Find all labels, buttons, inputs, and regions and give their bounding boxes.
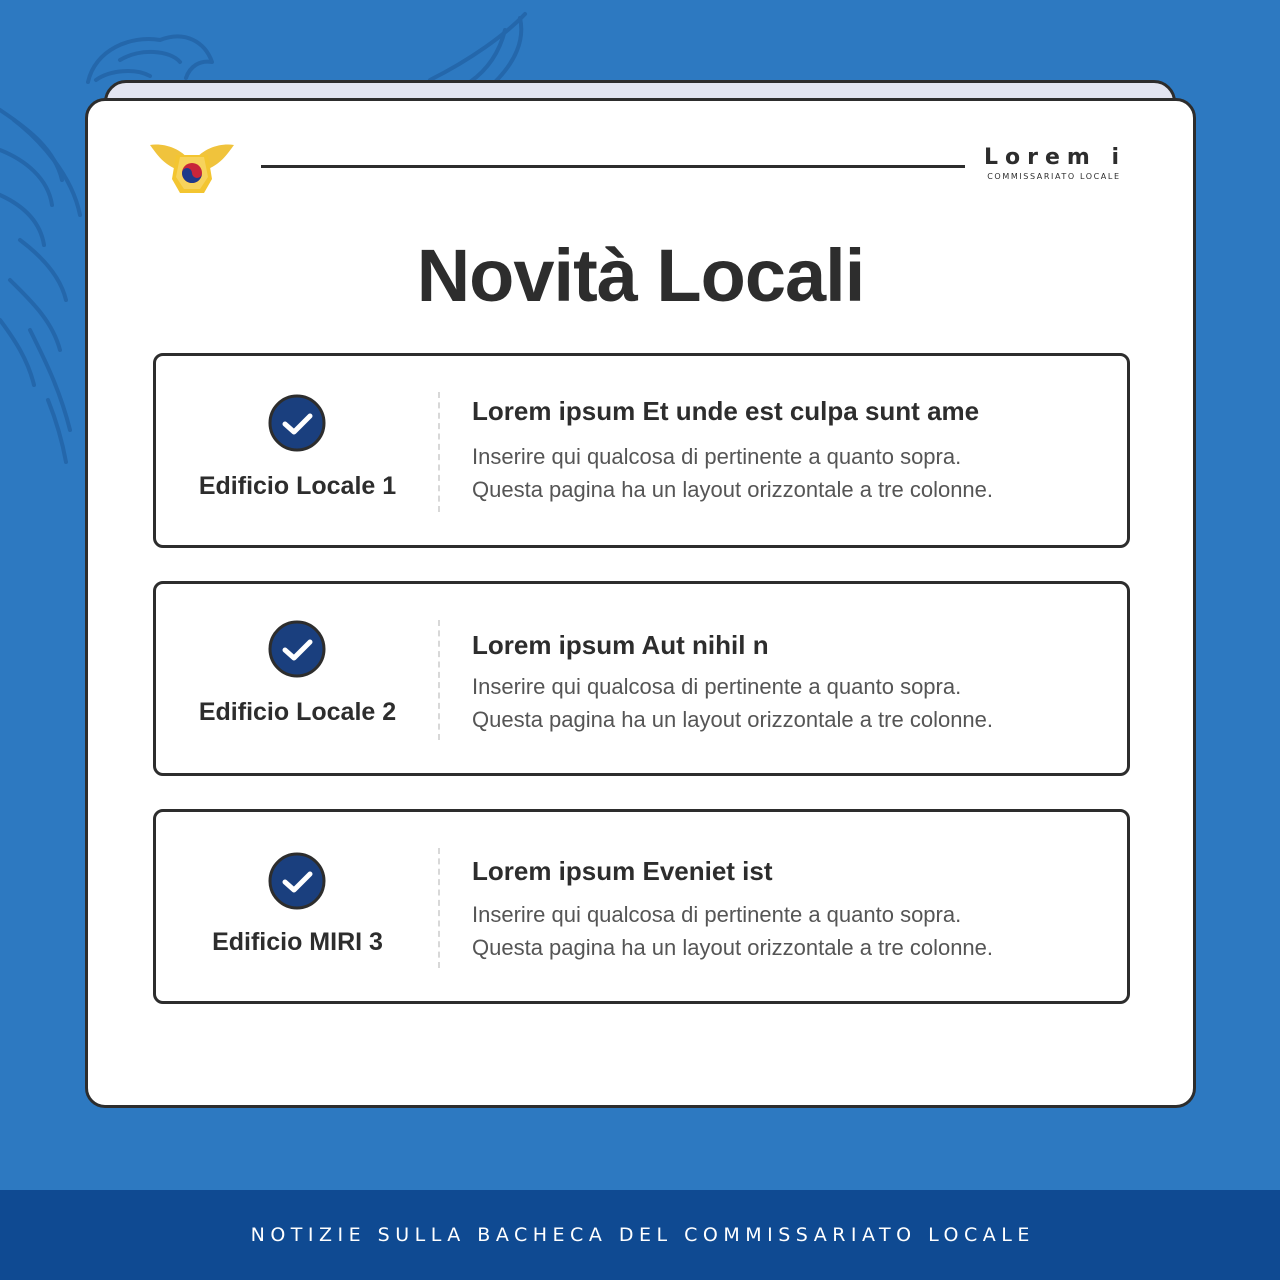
brand-block (983, 145, 1126, 181)
item-description-line-1: Inserire qui qualcosa di pertinente a quanto sopra. (472, 902, 962, 927)
building-label: Edificio Locale 1 (198, 472, 397, 500)
news-card (85, 98, 1196, 1108)
brand-subtitle: COMMISSARIATO LOCALE (987, 172, 1121, 181)
item-building-column (156, 356, 439, 545)
building-label: Edificio MIRI 3 (212, 928, 383, 956)
item-building-column (156, 812, 439, 1001)
column-divider (438, 620, 440, 740)
item-title: Lorem ipsum Eveniet ist (472, 856, 773, 886)
check-circle-icon (268, 394, 326, 452)
news-item (153, 809, 1130, 1004)
check-circle-icon (268, 620, 326, 678)
news-item (153, 581, 1130, 776)
building-label: Edificio Locale 2 (198, 698, 397, 726)
news-item (153, 353, 1130, 548)
check-circle-icon (268, 852, 326, 910)
item-description-line-1: Inserire qui qualcosa di pertinente a quanto sopra. (472, 444, 962, 469)
winged-badge-logo-icon (150, 141, 234, 197)
item-description-line-2: Questa pagina ha un layout orizzontale a tre colonne. (472, 935, 994, 960)
item-title: Lorem ipsum Et unde est culpa sunt ame (472, 396, 980, 426)
brand-name: Lorem i (983, 145, 1126, 170)
header-rule (261, 165, 965, 168)
item-description-line-1: Inserire qui qualcosa di pertinente a quanto sopra. (472, 674, 962, 699)
footer-text: NOTIZIE SULLA BACHECA DEL COMMISSARIATO LOCALE (250, 1224, 1035, 1246)
item-title: Lorem ipsum Aut nihil n (472, 630, 769, 660)
item-building-column (156, 584, 439, 773)
item-description-line-2: Questa pagina ha un layout orizzontale a tre colonne. (472, 477, 994, 502)
column-divider (438, 848, 440, 968)
column-divider (438, 392, 440, 512)
footer-bar (0, 1190, 1280, 1280)
item-description-line-2: Questa pagina ha un layout orizzontale a tre colonne. (472, 707, 994, 732)
page-title: Novità Locali (416, 234, 865, 317)
